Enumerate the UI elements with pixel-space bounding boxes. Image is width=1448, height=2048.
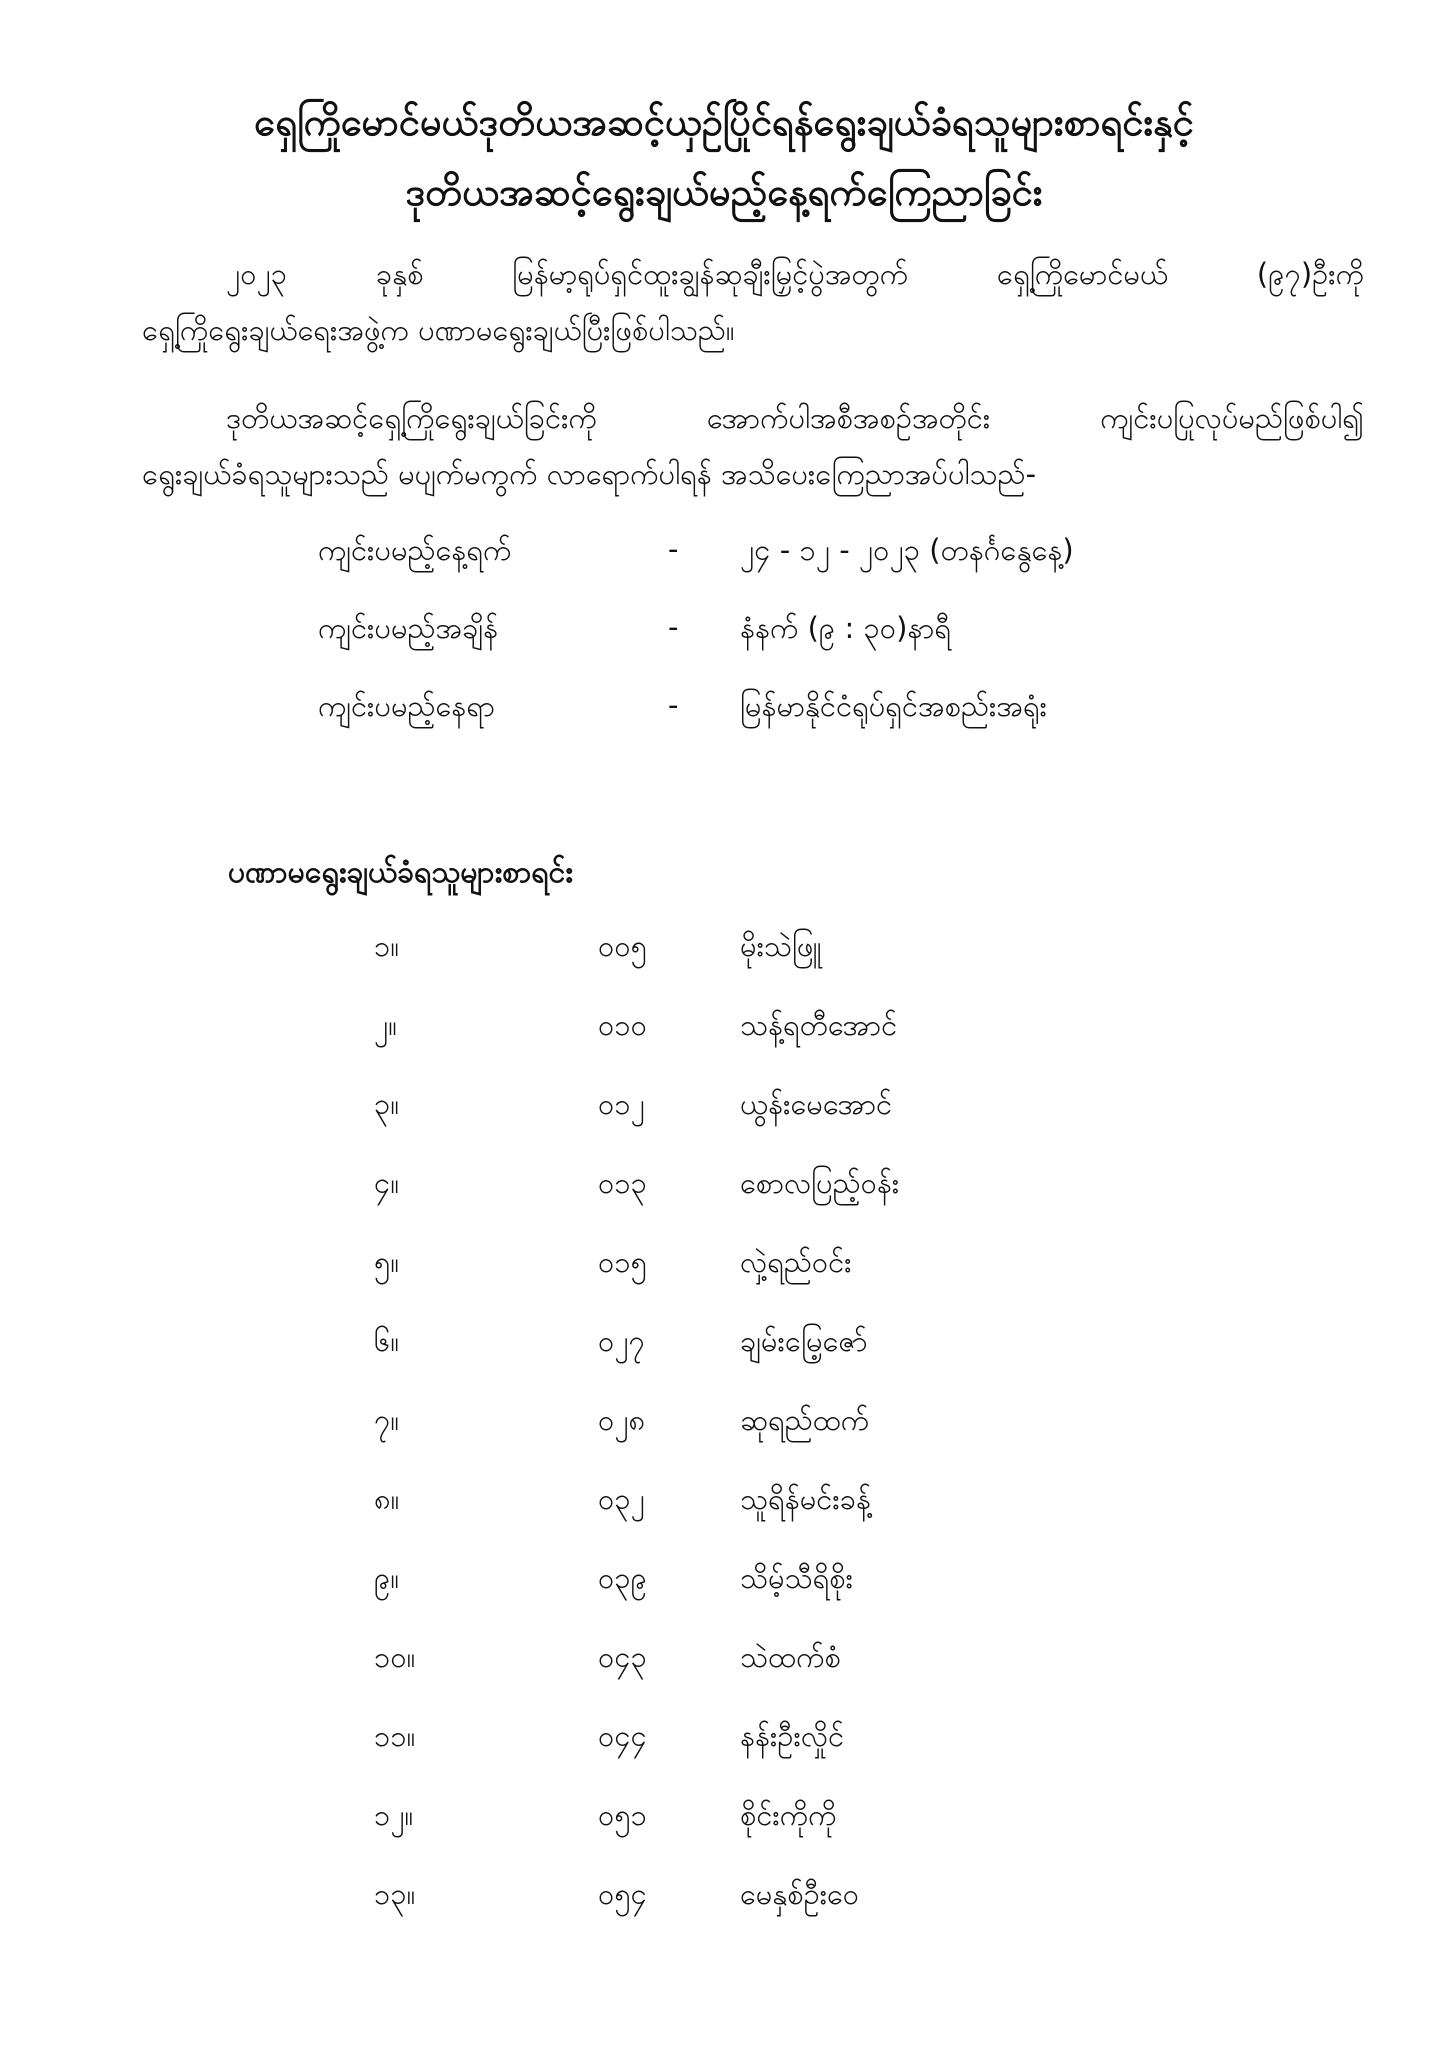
meeting-venue-value: မြန်မာနိုင်ငံရုပ်ရှင်အစည်းအရုံး xyxy=(740,689,1047,723)
candidate-number: ၄။ xyxy=(374,1166,400,1200)
meeting-time-label: ကျင်းပမည့်အချိန် xyxy=(318,611,499,645)
candidate-number: ၇။ xyxy=(374,1403,400,1437)
candidate-row xyxy=(0,1560,1448,1610)
candidate-code: ၀၁၀ xyxy=(598,1008,647,1042)
document-title-line-2: ဒုတိယအဆင့်ရွေးချယ်မည့်နေ့ရက်ကြေညာခြင်း xyxy=(405,170,1043,214)
candidate-number: ၁၁။ xyxy=(374,1719,416,1753)
meeting-date-dash: - xyxy=(668,532,679,566)
meeting-time-value: နံနက် (၉ : ၃၀)နာရီ xyxy=(740,611,951,645)
meeting-time-dash: - xyxy=(668,610,679,644)
candidate-code: ၀၃၉ xyxy=(598,1561,647,1595)
candidate-row xyxy=(0,1007,1448,1057)
candidate-name: မေနှစ်ဦးဝေ xyxy=(740,1877,860,1911)
candidate-row xyxy=(0,1086,1448,1136)
candidate-name: စိုင်းကိုကို xyxy=(740,1798,837,1832)
candidate-name: ဆုရည်ထက် xyxy=(740,1403,870,1437)
candidate-number: ၈။ xyxy=(374,1482,400,1516)
intro-line-1: ၂၀၂၃ ခုနှစ် မြန်မာ့ရုပ်ရှင်ထူးချွန်ဆုချီးမြှင့်ပွဲအတွက် ရှေ့ကြိုမောင်မယ် (၉၇)ဦးကို xyxy=(226,257,1364,291)
candidate-row xyxy=(0,1481,1448,1531)
candidate-name: နန်းဦးလှိုင် xyxy=(740,1719,845,1753)
candidate-name: သိမ့်သီရိစိုး xyxy=(740,1561,853,1595)
candidate-code: ၀၁၂ xyxy=(598,1087,645,1121)
candidate-row xyxy=(0,1402,1448,1452)
meeting-date-value: ၂၄ - ၁၂ - ၂၀၂၃ (တနင်္ဂနွေနေ့) xyxy=(740,533,1074,567)
meeting-venue-dash: - xyxy=(668,688,679,722)
candidate-number: ၁၂။ xyxy=(374,1798,414,1832)
candidate-list-heading: ပဏာမရွေးချယ်ခံရသူများစာရင်း xyxy=(228,855,573,890)
candidate-number: ၁၀။ xyxy=(374,1640,416,1674)
candidate-number: ၁။ xyxy=(374,929,400,963)
candidate-code: ၀၁၅ xyxy=(598,1245,647,1279)
candidate-name: ချမ်းမြေ့ဇော် xyxy=(740,1324,868,1358)
candidate-name: သူရိန်မင်းခန့် xyxy=(740,1482,872,1516)
notice-line-1: ဒုတိယအဆင့်ရှေ့ကြိုရွေးချယ်ခြင်းကို အောက်ပါအစီအစဉ်အတိုင်း ကျင်းပပြုလုပ်မည်ဖြစ်ပါ၍ xyxy=(226,401,1364,435)
candidate-row xyxy=(0,928,1448,978)
candidate-number: ၃။ xyxy=(374,1087,400,1121)
candidate-code: ၀၄၃ xyxy=(598,1640,647,1674)
candidate-code: ၀၀၅ xyxy=(598,929,647,963)
candidate-row xyxy=(0,1323,1448,1373)
candidate-code: ၀၃၂ xyxy=(598,1482,645,1516)
notice-paragraph xyxy=(142,390,1364,502)
candidate-name: သန့်ရတီအောင် xyxy=(740,1008,898,1042)
intro-line-2: ရှေ့ကြိုရွေးချယ်ရေးအဖွဲ့က ပဏာမရွေးချယ်ပြီးဖြစ်ပါသည်။ xyxy=(142,313,735,347)
candidate-row xyxy=(0,1165,1448,1215)
candidate-row xyxy=(0,1797,1448,1847)
document-title-line-1: ရှေကြိုမောင်မယ်ဒုတိယအဆင့်ယှဉ်ပြိုင်ရန်ရွေးချယ်ခံရသူများစာရင်းနှင့် xyxy=(254,100,1194,144)
candidate-code: ၀၅၁ xyxy=(598,1798,647,1832)
candidate-number: ၆။ xyxy=(374,1324,400,1358)
candidate-row xyxy=(0,1244,1448,1294)
candidate-number: ၉။ xyxy=(374,1561,400,1595)
meeting-date-row xyxy=(0,532,1448,582)
meeting-venue-label: ကျင်းပမည့်နေရာ xyxy=(318,689,495,723)
candidate-name: မိုးသဲဖြူ xyxy=(740,929,822,963)
candidate-code: ၀၄၄ xyxy=(598,1719,647,1753)
candidate-row xyxy=(0,1876,1448,1926)
candidate-code: ၀၁၃ xyxy=(598,1166,647,1200)
candidate-row xyxy=(0,1639,1448,1689)
meeting-time-row xyxy=(0,610,1448,660)
meeting-venue-row xyxy=(0,688,1448,738)
candidate-code: ၀၂၈ xyxy=(598,1403,646,1437)
candidate-code: ၀၂၇ xyxy=(598,1324,645,1358)
meeting-date-label: ကျင်းပမည့်နေ့ရက် xyxy=(318,533,512,567)
candidate-code: ၀၅၄ xyxy=(598,1877,647,1911)
candidate-number: ၅။ xyxy=(374,1245,400,1279)
candidate-number: ၁၃။ xyxy=(374,1877,416,1911)
candidate-name: သဲထက်စံ xyxy=(740,1640,841,1674)
candidate-name: လှဲ့ရည်ဝင်း xyxy=(740,1245,852,1279)
notice-line-2: ရွေးချယ်ခံရသူများသည် မပျက်မကွက် လာရောက်ပါရန် အသိပေးကြေညာအပ်ပါသည်- xyxy=(142,457,1037,491)
candidate-number: ၂။ xyxy=(374,1008,398,1042)
candidate-name: ယွန်းမေအောင် xyxy=(740,1087,893,1121)
candidate-row xyxy=(0,1718,1448,1768)
intro-paragraph xyxy=(142,246,1364,358)
candidate-name: စောလပြည့်ဝန်း xyxy=(740,1166,900,1200)
